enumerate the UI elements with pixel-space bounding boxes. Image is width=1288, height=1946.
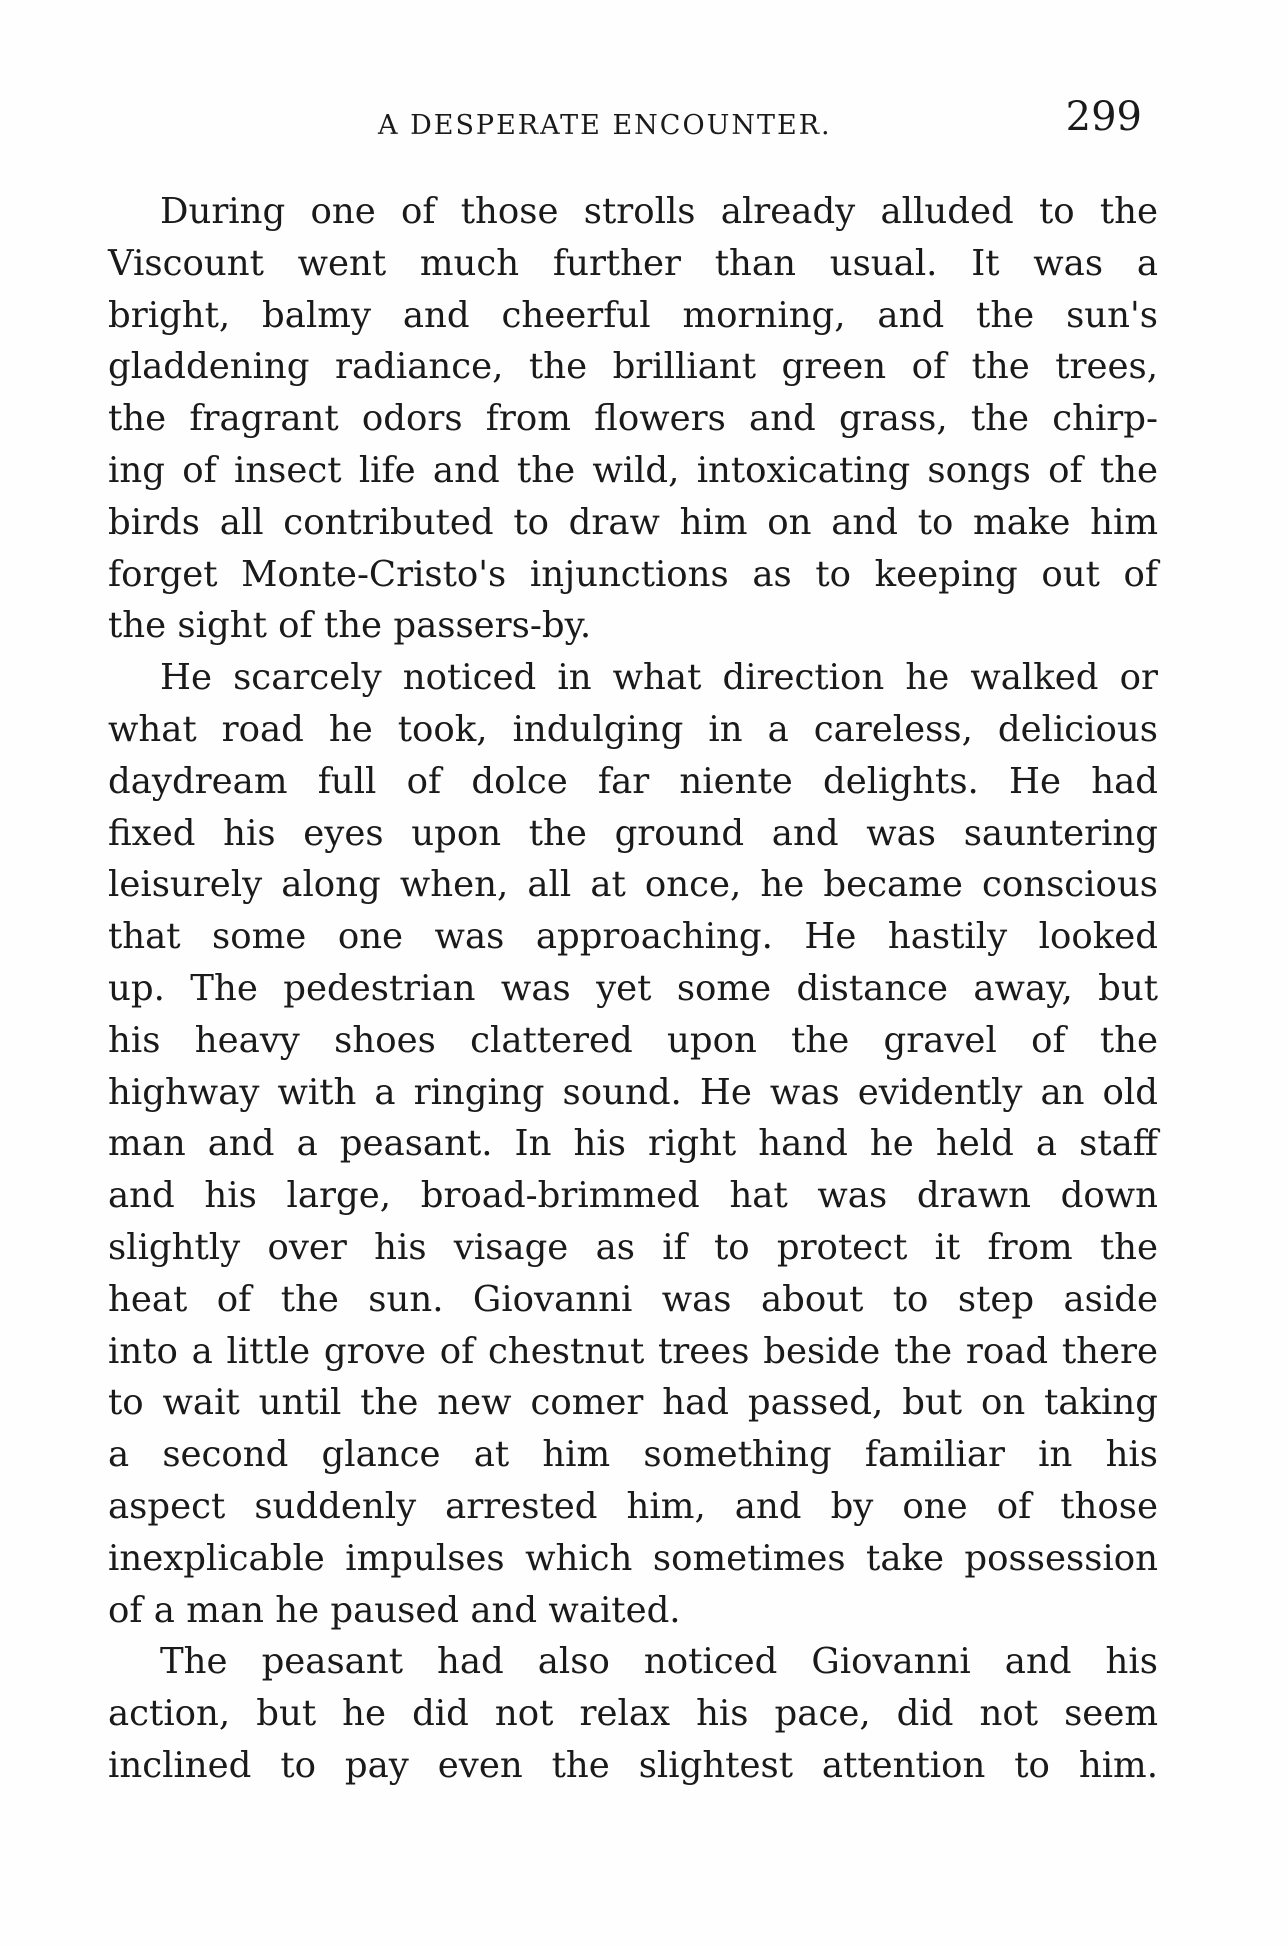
text-line: forget Monte-Cristo's injunctions as to keeping out of [108, 553, 1158, 595]
paragraph-1 [108, 186, 1158, 652]
text-line: inclined to pay even the slightest attention to him. [108, 1744, 1158, 1786]
text-line: leisurely along when, all at once, he became conscious [108, 864, 1158, 906]
text-line: Viscount went much further than usual. It was a [108, 242, 1158, 284]
page-number: 299 [1065, 94, 1142, 140]
text-line: up. The pedestrian was yet some distance away, but [108, 967, 1158, 1009]
text-line: The peasant had also noticed Giovanni and his [160, 1641, 1158, 1683]
text-line: inexplicable impulses which sometimes take possession [108, 1537, 1158, 1579]
text-line: He scarcely noticed in what direction he walked or [160, 657, 1158, 699]
text-line: and his large, broad-brimmed hat was drawn down [108, 1175, 1158, 1217]
text-line: birds all contributed to draw him on and to make him [108, 501, 1158, 543]
text-line: to wait until the new comer had passed, but on taking [108, 1382, 1158, 1424]
text-line: fixed his eyes upon the ground and was sauntering [108, 812, 1158, 854]
text-line: man and a peasant. In his right hand he held a staff [108, 1123, 1158, 1165]
text-line: of a man he paused and waited. [108, 1589, 681, 1631]
text-line: the fragrant odors from flowers and grass, the chirp- [108, 398, 1158, 440]
text-line: daydream full of dolce far niente delights. He had [108, 760, 1158, 802]
running-head [108, 88, 1148, 148]
text-line: aspect suddenly arrested him, and by one of those [108, 1485, 1158, 1527]
text-line: highway with a ringing sound. He was evidently an old [108, 1071, 1158, 1113]
text-line: ing of insect life and the wild, intoxicating songs of the [108, 449, 1158, 491]
text-line: a second glance at him something familiar in his [108, 1434, 1158, 1476]
text-line: slightly over his visage as if to protect it from the [108, 1226, 1158, 1268]
text-line: action, but he did not relax his pace, did not seem [108, 1693, 1158, 1735]
body-text [108, 186, 1158, 1792]
text-line: that some one was approaching. He hastily looked [108, 916, 1158, 958]
text-line: the sight of the passers-by. [108, 605, 592, 647]
text-line: gladdening radiance, the brilliant green of the trees, [108, 346, 1158, 388]
text-line: heat of the sun. Giovanni was about to step aside [108, 1278, 1158, 1320]
text-line: into a little grove of chestnut trees beside the road there [108, 1330, 1158, 1372]
text-line: During one of those strolls already alluded to the [160, 191, 1158, 232]
text-line: bright, balmy and cheerful morning, and the sun's [108, 294, 1158, 336]
running-title: A DESPERATE ENCOUNTER. [378, 110, 832, 141]
paragraph-3 [108, 1636, 1158, 1791]
paragraph-2 [108, 652, 1158, 1636]
text-line: his heavy shoes clattered upon the gravel of the [108, 1019, 1158, 1061]
text-line: what road he took, indulging in a careless, delicious [108, 708, 1158, 750]
